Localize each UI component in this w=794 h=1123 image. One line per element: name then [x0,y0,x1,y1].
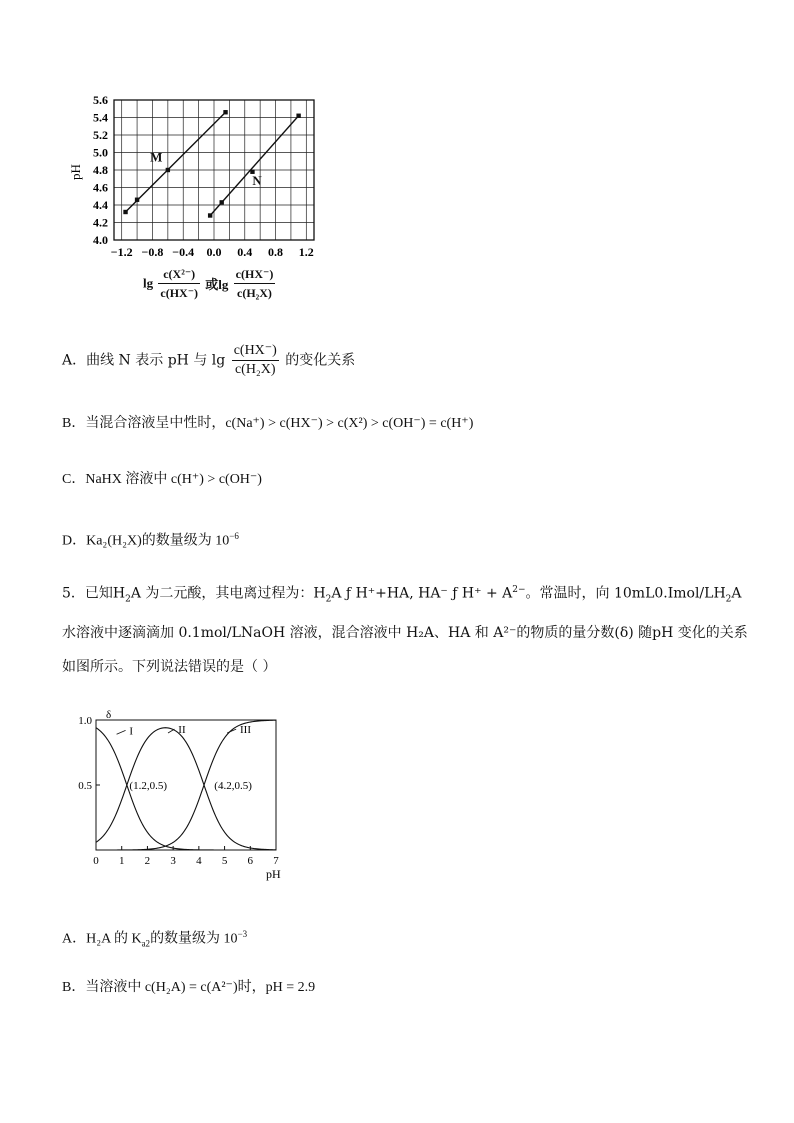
chart1-series-M-point [135,198,139,202]
chart2-ytick-label: 0.5 [78,780,92,792]
chart1-ytick-label: 4.8 [93,163,108,177]
q4-a-num: c(HX⁻) [232,342,279,361]
q5-stem-line1: 5．已知$H_2A$ 为二元酸，其电离过程为：$H_2A$ ƒ H⁺+HA, HA⁻ ƒ $H^+ + A^{2-}$。常温时，向 $10mL0.Imol/LH_2A$ [62,585,742,605]
chart2-series-label: I [129,725,134,738]
chart1-axes [93,93,314,259]
xlabel-or: 或lg [205,277,229,292]
chart1-series-M-point [123,210,127,214]
q4-d-prefix: D．Ka₂(H₂X)的数量级为 10 [62,533,230,549]
q5-stem-line2: 水溶液中逐滴滴加 0.1mol/LNaOH 溶液，混合溶液中 H₂A、HA 和 A²⁻的物质的量分数(δ) 随pH 变化的关系 [62,625,748,641]
chart1-ylabel: pH [68,164,83,180]
chart1-xtick-label: 1.2 [298,245,314,259]
chart1-xtick-label: −1.2 [110,245,133,259]
chart2-annotation: (1.2,0.5) [129,780,168,792]
chart2-xtick-label: 3 [170,855,176,867]
chart1-ytick-label: 4.6 [93,180,108,195]
chart1-ytick-label: 5.6 [93,93,108,107]
xlabel-den2: c(H₂X) [237,286,272,300]
chart1-series-N-point [208,213,212,217]
chart2-xtick-label: 1 [118,855,125,867]
chart1-xtick-label: −0.4 [172,245,195,259]
q5-a-mid: 的数量级为 10 [150,931,238,947]
q5-option-a [62,924,247,953]
q4-option-b: B．当混合溶液呈中性时，c(Na⁺) > c(HX⁻) > c(X²) > c(OH⁻) = c(H⁺) [62,416,474,431]
xlabel-den1: c(HX⁻) [160,286,199,300]
q5-l1-b: A 为二元酸，其电离过程为：H [130,585,326,602]
chart1-grid [114,100,314,240]
chart1-series-M-point [223,110,227,114]
xlabel-lg: lg [143,275,154,291]
chart2-curves [96,720,276,850]
chart2-annotation: (4.2,0.5) [214,780,252,792]
chart2-label-leader [117,730,126,734]
chart1-ytick-label: 4.2 [93,215,108,230]
chart1-xtick-label: 0.0 [206,245,222,259]
xlabel-frac1 [158,265,200,302]
chart2-ylabel: δ [106,709,112,721]
q5-a-prefix: A．H₂A 的 K [62,931,142,947]
chart1-xlabel [143,265,277,302]
q5-stem-line3: 如图所示。下列说法错误的是（ ） [62,659,277,675]
chart2-series-label: III [240,724,251,737]
chart2-ytick-label: 1.0 [78,715,92,727]
chart2-xlabel: pH [266,867,281,881]
chart1-curve-label: N [252,172,262,188]
chart1-ytick-label: 4.4 [93,198,108,212]
chart1-curve-label: M [150,149,163,165]
chart2-series-label: II [178,724,186,737]
q4-a-frac [232,342,279,379]
chart1-xtick-label: 0.8 [268,245,284,259]
chart2-xtick-label: 7 [273,855,279,867]
chart1-ytick-label: 5.0 [93,145,108,160]
q4-a-den: c(H₂X) [234,362,276,377]
chart1-series-N-point [296,114,300,118]
xlabel-num2: c(HX⁻) [234,265,276,284]
chart2-xtick-label: 6 [247,855,254,867]
q5-l1-c: A ƒ H⁺+HA, HA⁻ ƒ H⁺ + A [331,585,513,602]
chart1-xtick-label: 0.4 [237,245,253,259]
q5-l1-a: 5．已知H [62,585,126,602]
chart-fraction-vs-ph [70,706,290,886]
chart2-label-leader [168,729,174,733]
q5-l1-d: 。常温时，向 10mL0.Imol/LH [525,585,726,602]
q4-a-prefix: A．曲线 N 表示 pH 与 lg [62,352,226,369]
chart1-ytick-label: 5.2 [93,128,108,142]
q5-option-b: B．当溶液中 c(H₂A) = c(A²⁻)时，pH = 2.9 [62,980,316,995]
chart1-series-N-point [219,200,223,204]
chart2-xtick-label: 4 [196,855,202,867]
q4-d-sup: −6 [229,531,239,541]
q5-l1-e: A [731,585,742,602]
q5-a-sub: a2 [141,938,151,949]
chart1-series-M-point [166,168,170,172]
chart2-xtick-label: 0 [93,855,99,867]
chart2-xtick-label: 2 [144,855,151,867]
chart1-series-M-line [126,112,226,212]
q5-a-sup: −3 [237,929,248,939]
xlabel-frac2 [234,265,276,302]
q4-option-c: C．NaHX 溶液中 c(H⁺) > c(OH⁻) [62,472,262,487]
q4-option-d [62,526,239,552]
chart2-xtick-label: 5 [221,855,228,867]
q4-option-a [62,342,355,379]
chart1-lines [123,110,300,218]
chart1-ytick-label: 4.0 [93,233,108,247]
chart1-ytick-label: 5.4 [93,110,108,125]
chart1-xtick-label: −0.8 [141,245,164,259]
q4-a-suffix: 的变化关系 [285,352,356,369]
xlabel-num1: c(X²⁻) [158,265,200,284]
